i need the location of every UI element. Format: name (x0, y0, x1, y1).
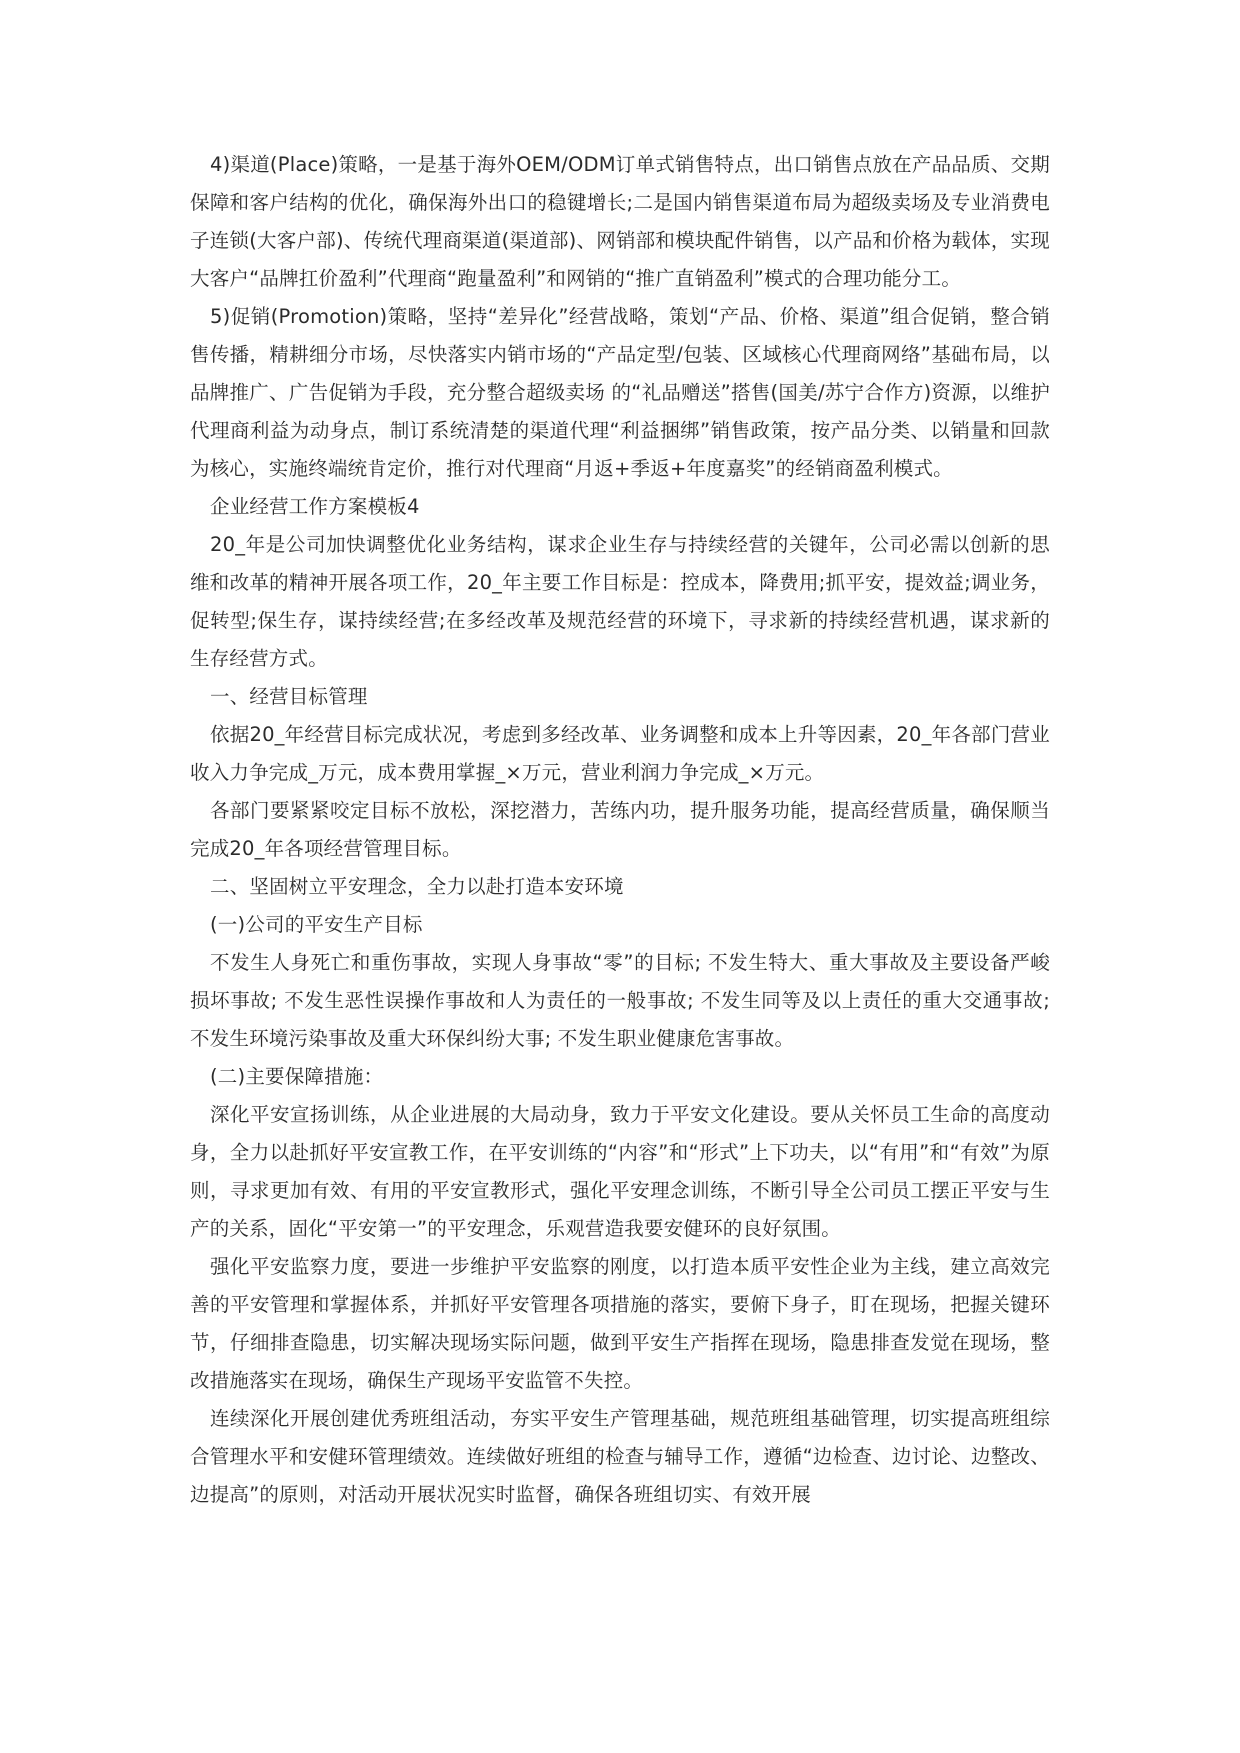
heading-main-measures: (二)主要保障措施： (210, 1065, 384, 1088)
paragraph-promotion-strategy: 5)促销(Promotion)策略，坚持“差异化”经营战略，策划“产品、价格、渠道”组合促销，整合销售传播，精耕细分市场，尽快落实内销市场的“产品定型/包装、区域核心代理商网络”基础布局，以品牌推广、广告促销为手段，充分整合超级卖场 的“礼品赠送”搭售(国美/苏宁合作方)资源，以维护代理商利益为动身点，制订系统清楚的渠道代理“利益捆绑”销售政策，按产品分类、以销量和回款为核心，实施终端统肯定价，推行对代理商“月返+季返+年度嘉奖”的经销商盈利模式。 (190, 305, 1050, 480)
paragraph-safety-goals: 不发生人身死亡和重伤事故，实现人身事故“零”的目标; 不发生特大、重大事故及主要设备严峻损坏事故; 不发生恶性误操作事故和人为责任的一般事故; 不发生同等及以上责任的重大交通事故;不发生环境污染事故及重大环保纠纷大事; 不发生职业健康危害事故。 (190, 951, 1050, 1050)
heading-safety-concept: 二、坚固树立平安理念，全力以赴打造本安环境 (210, 875, 624, 898)
paragraph-safety-education: 深化平安宣扬训练，从企业进展的大局动身，致力于平安文化建设。要从关怀员工生命的高度动身，全力以赴抓好平安宣教工作，在平安训练的“内容”和“形式”上下功夫，以“有用”和“有效”为原则，寻求更加有效、有用的平安宣教形式，强化平安理念训练，不断引导全公司员工摆正平安与生产的关系，固化“平安第一”的平安理念，乐观营造我要安健环的良好氛围。 (190, 1103, 1050, 1240)
section-title-template-4: 企业经营工作方案模板4 (210, 495, 420, 518)
paragraph-team-activities: 连续深化开展创建优秀班组活动，夯实平安生产管理基础，规范班组基础管理，切实提高班组综合管理水平和安健环管理绩效。连续做好班组的检查与辅导工作，遵循“边检查、边讨论、边整改、边提高”的原则，对活动开展状况实时监督，确保各班组切实、有效开展 (190, 1407, 1050, 1506)
paragraph-department-targets: 各部门要紧紧咬定目标不放松，深挖潜力，苦练内功，提升服务功能，提高经营质量，确保顺当完成20_年各项经营管理目标。 (190, 799, 1050, 860)
document-page (190, 146, 1050, 1514)
heading-business-goal-management: 一、经营目标管理 (210, 685, 368, 708)
paragraph-safety-supervision: 强化平安监察力度，要进一步维护平安监察的刚度，以打造本质平安性企业为主线，建立高效完善的平安管理和掌握体系，并抓好平安管理各项措施的落实，要俯下身子，盯在现场，把握关键环节，仔细排查隐患，切实解决现场实际问题，做到平安生产指挥在现场，隐患排查发觉在现场，整改措施落实在现场，确保生产现场平安监管不失控。 (190, 1255, 1050, 1392)
paragraph-revenue-targets: 依据20_年经营目标完成状况，考虑到多经改革、业务调整和成本上升等因素，20_年各部门营业收入力争完成_万元，成本费用掌握_×万元，营业利润力争完成_×万元。 (190, 723, 1050, 784)
heading-safety-production-goal: (一)公司的平安生产目标 (210, 913, 423, 936)
paragraph-place-strategy: 4)渠道(Place)策略，一是基于海外OEM/ODM订单式销售特点，出口销售点放在产品品质、交期保障和客户结构的优化，确保海外出口的稳键增长;二是国内销售渠道布局为超级卖场及专业消费电子连锁(大客户部)、传统代理商渠道(渠道部)、网销部和模块配件销售，以产品和价格为载体，实现大客户“品牌扛价盈利”代理商“跑量盈利”和网销的“推广直销盈利”模式的合理功能分工。 (190, 153, 1050, 290)
paragraph-annual-goals: 20_年是公司加快调整优化业务结构，谋求企业生存与持续经营的关键年，公司必需以创新的思维和改革的精神开展各项工作，20_年主要工作目标是：控成本，降费用;抓平安，提效益;调业务，促转型;保生存，谋持续经营;在多经改革及规范经营的环境下，寻求新的持续经营机遇，谋求新的生存经营方式。 (190, 533, 1050, 670)
